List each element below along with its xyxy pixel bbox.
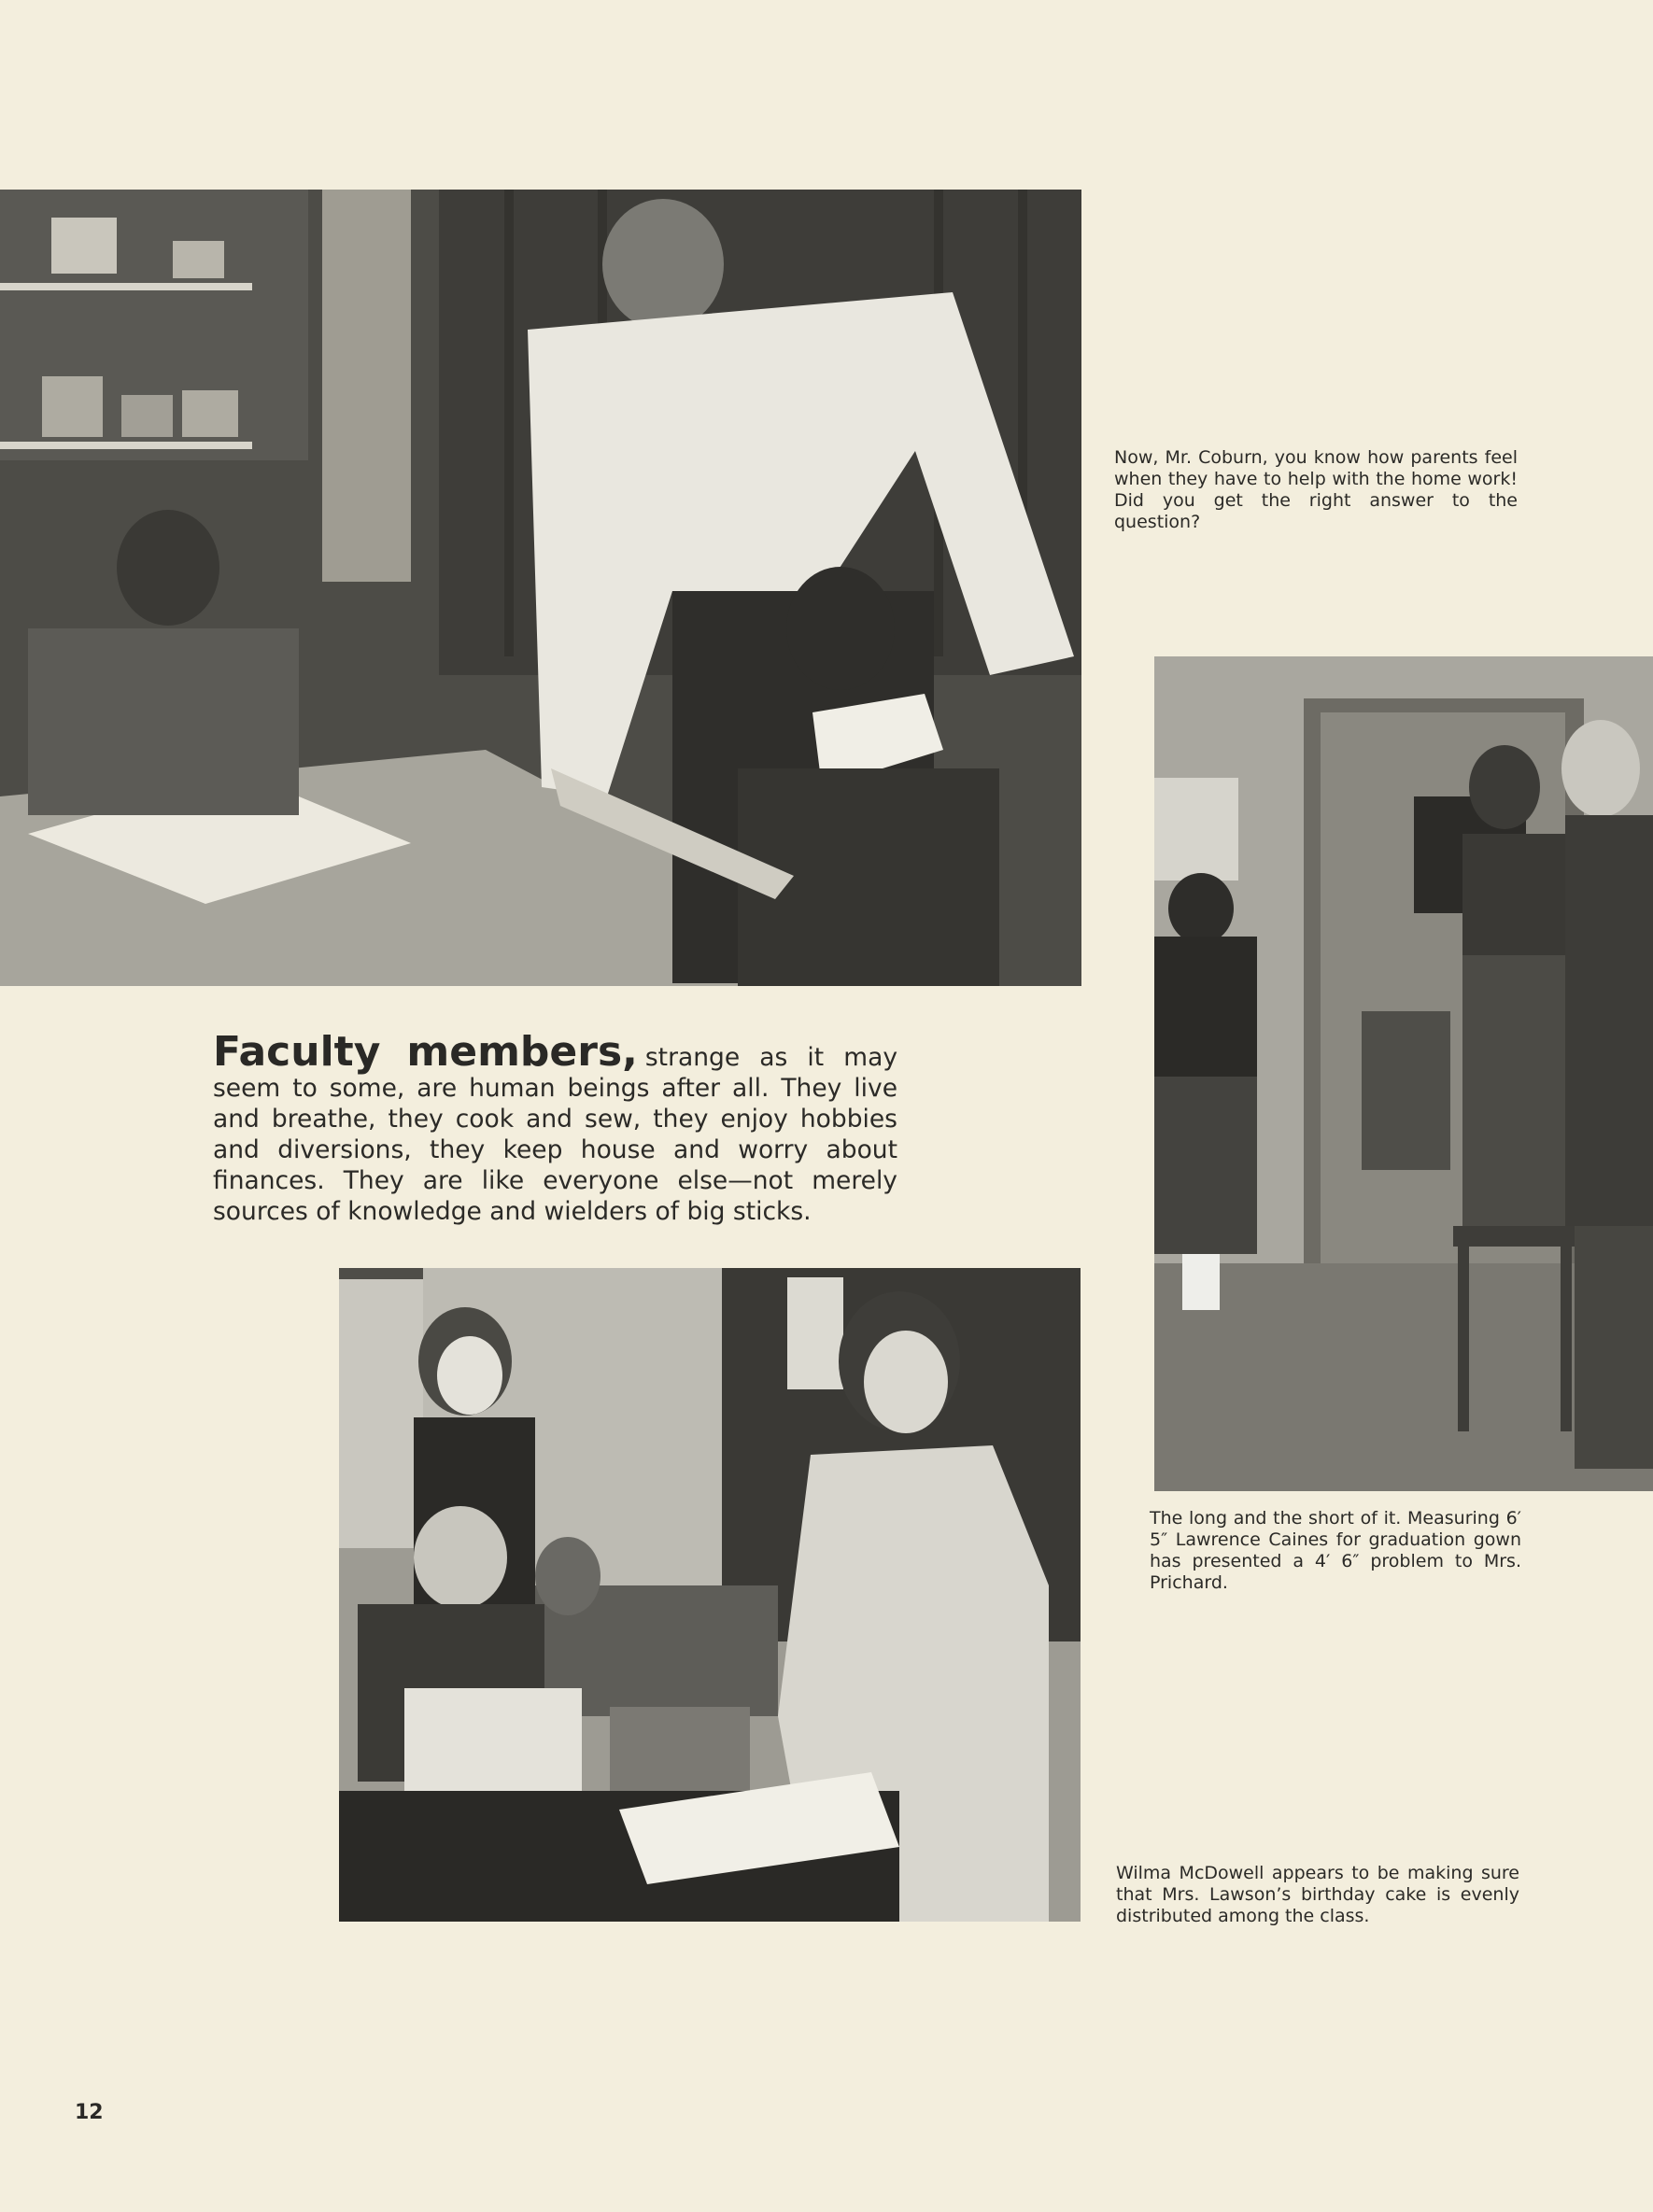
- photo-homework: [0, 190, 1081, 986]
- caption-measuring: The long and the short of it. Measuring 6′ 5″ Lawrence Caines for graduation gown has presented a 4′ 6″ problem to Mrs. Prichard.: [1150, 1508, 1521, 1593]
- photo-measuring: [1154, 656, 1653, 1491]
- page-number: 12: [75, 2101, 104, 2124]
- caption-birthday-cake: Wilma McDowell appears to be making sure that Mrs. Lawson’s birthday cake is evenly distributed among the class.: [1116, 1863, 1519, 1926]
- caption-homework: Now, Mr. Coburn, you know how parents feel when they have to help with the home work! Did you get the right answer to the question?: [1114, 447, 1518, 532]
- photo-birthday-cake: [339, 1268, 1081, 1922]
- article-lead: Faculty members,: [213, 1028, 638, 1076]
- article-text: [213, 1028, 898, 1227]
- article-body: strange as it may seem to some, are human beings after all. They live and breathe, they cook and sew, they enjoy hobbies and diversions, they keep house and worry about finances. They are like everyone else—not merely sources of knowledge and wielders of big sticks.: [213, 1043, 898, 1226]
